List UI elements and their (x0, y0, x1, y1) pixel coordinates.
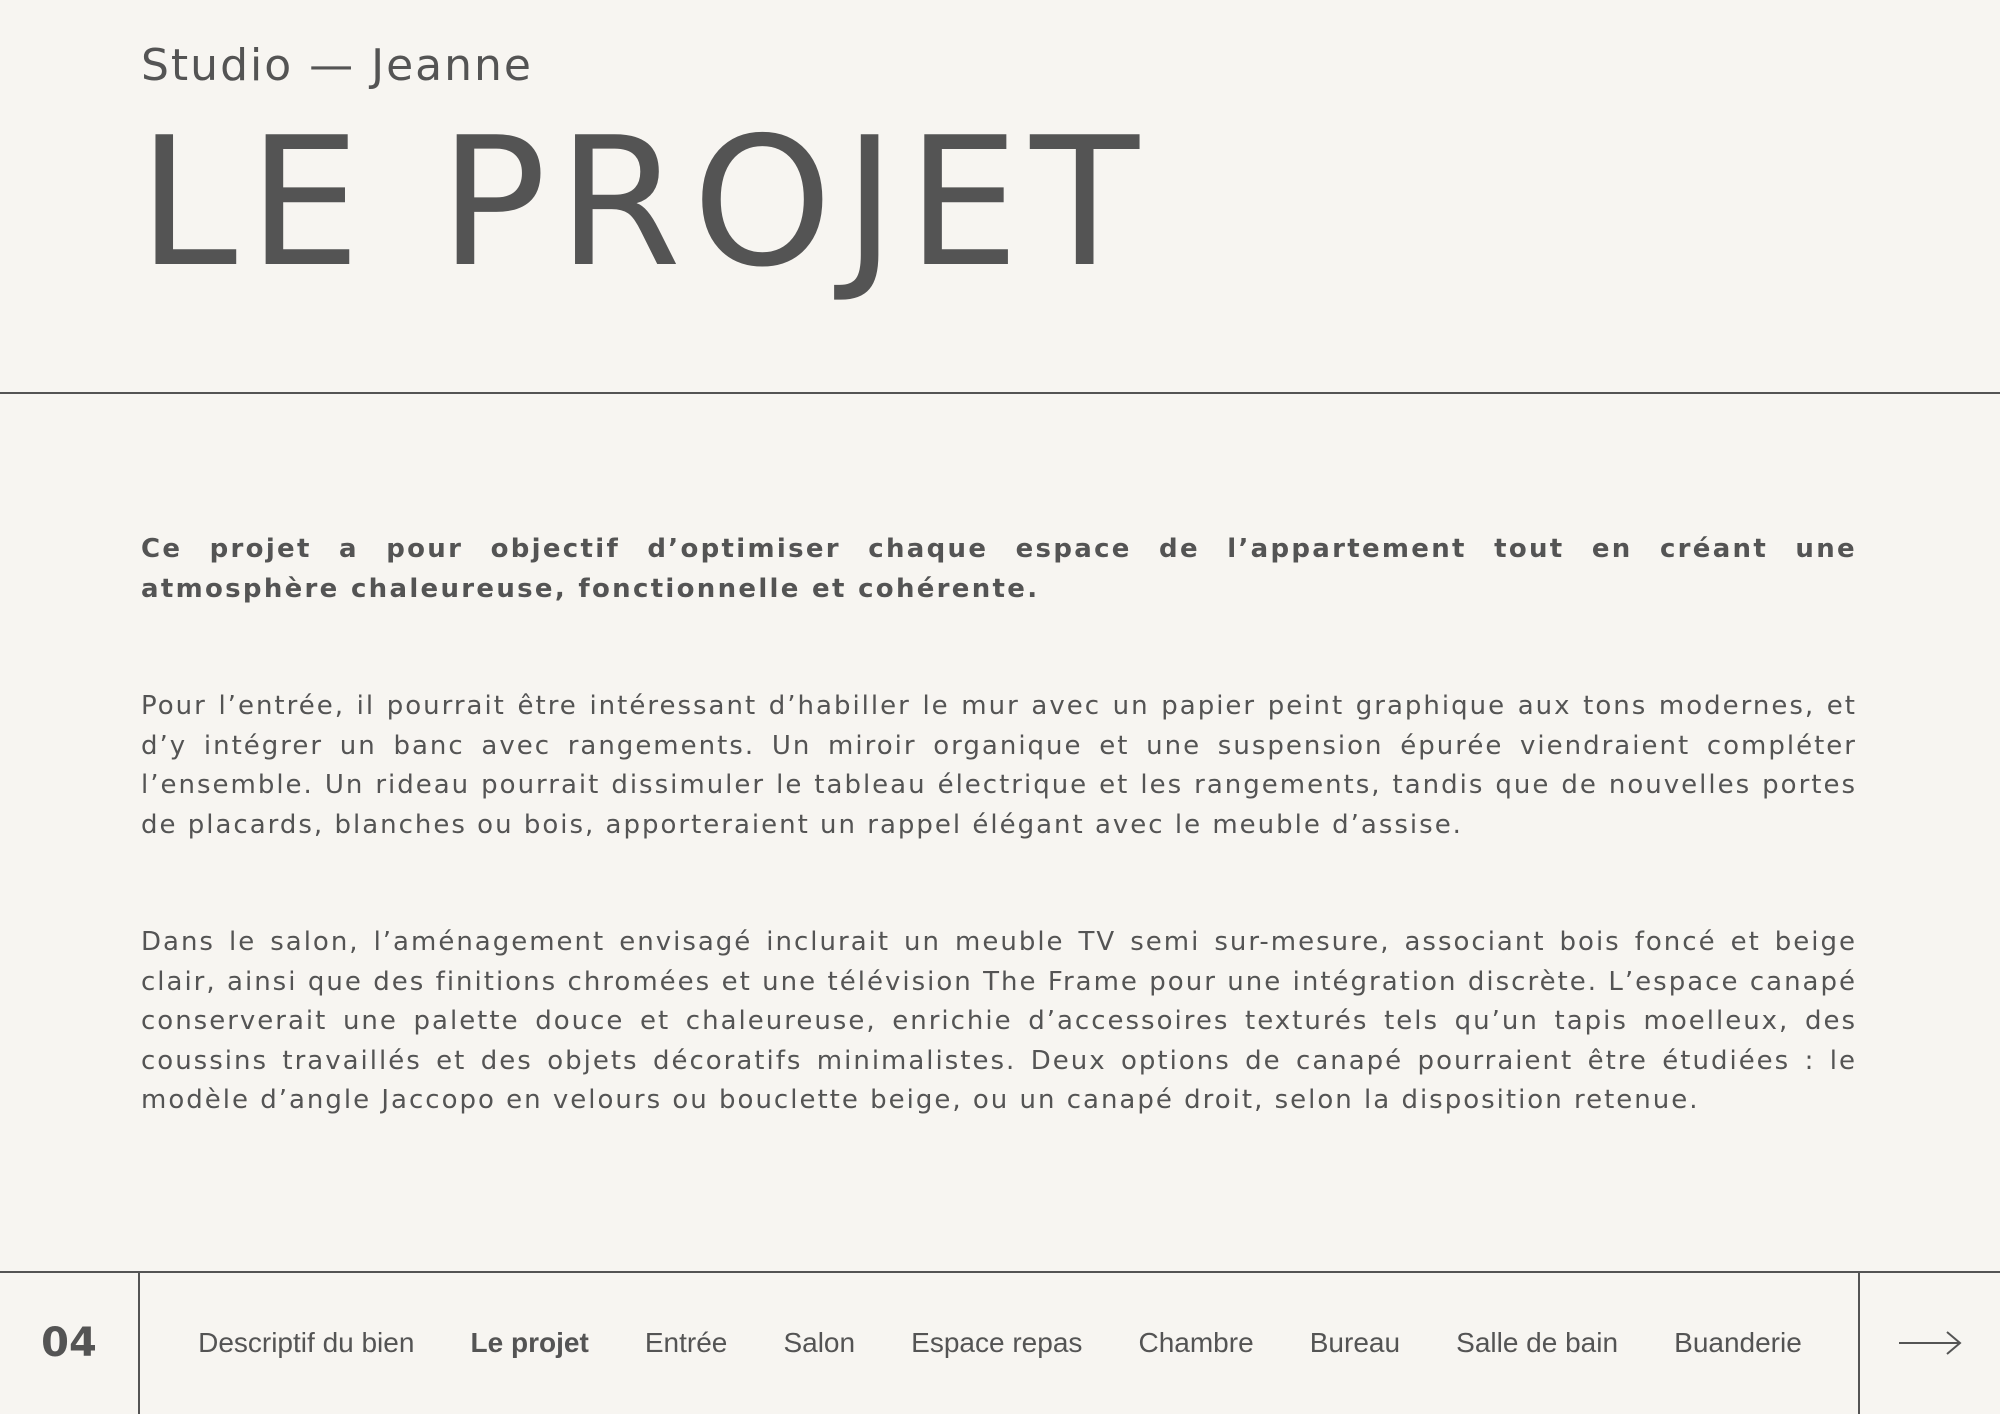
entree-paragraph: Pour l’entrée, il pourrait être intéressant d’habiller le mur avec un papier peint graphique aux tons modernes, et d’y intégrer un banc avec rangements. Un miroir organique et une suspension épurée viendraient compléter l’ensemble. Un rideau pourrait dissimuler le tableau électrique et les rangements, tandis que de nouvelles portes de placards, blanches ou bois, apporteraient un rappel élégant avec le meuble d’assise. (141, 691, 1857, 840)
page-title: LE PROJET (138, 99, 1151, 306)
nav-item-espace-repas[interactable]: Espace repas (911, 1327, 1083, 1358)
nav-item-le-projet[interactable]: Le projet (470, 1327, 589, 1358)
nav-item-entree[interactable]: Entrée (644, 1327, 728, 1358)
nav-item-salon[interactable]: Salon (783, 1327, 856, 1358)
nav-item-chambre[interactable]: Chambre (1138, 1327, 1254, 1358)
nav-item-descriptif[interactable]: Descriptif du bien (198, 1327, 415, 1358)
salon-paragraph: Dans le salon, l’aménagement envisagé inclurait un meuble TV semi sur-mesure, associant bois foncé et beige clair, ainsi que des finitions chromées et une télévision The Frame pour une intégration discrète. L’espace canapé conserverait une palette douce et chaleureuse, enrichie d’accessoires texturés tels qu’un tapis moelleux, des coussins travaillés et des objets décoratifs minimalistes. Deux options de canapé pourraient être étudiées : le modèle d’angle Jaccopo en velours ou bouclette beige, ou un canapé droit, selon la disposition retenue. (141, 927, 1857, 1115)
page-subtitle: Studio — Jeanne (141, 40, 533, 91)
header-divider (0, 392, 2000, 394)
intro-paragraph: Ce projet a pour objectif d’optimiser chaque espace de l’appartement tout en créant une atmosphère chaleureuse, fonctionnelle et cohérente. (141, 534, 1857, 604)
nav-item-buanderie[interactable]: Buanderie (1674, 1327, 1802, 1358)
nav-item-salle-de-bain[interactable]: Salle de bain (1456, 1327, 1619, 1358)
arrow-right-icon (1897, 1328, 1963, 1358)
page-number: 04 (0, 1272, 140, 1414)
nav-item-bureau[interactable]: Bureau (1309, 1327, 1401, 1358)
section-nav (142, 1272, 1858, 1414)
project-description (141, 530, 1857, 1199)
next-page-button[interactable] (1858, 1272, 2000, 1414)
footer-navigation (0, 1272, 2000, 1414)
